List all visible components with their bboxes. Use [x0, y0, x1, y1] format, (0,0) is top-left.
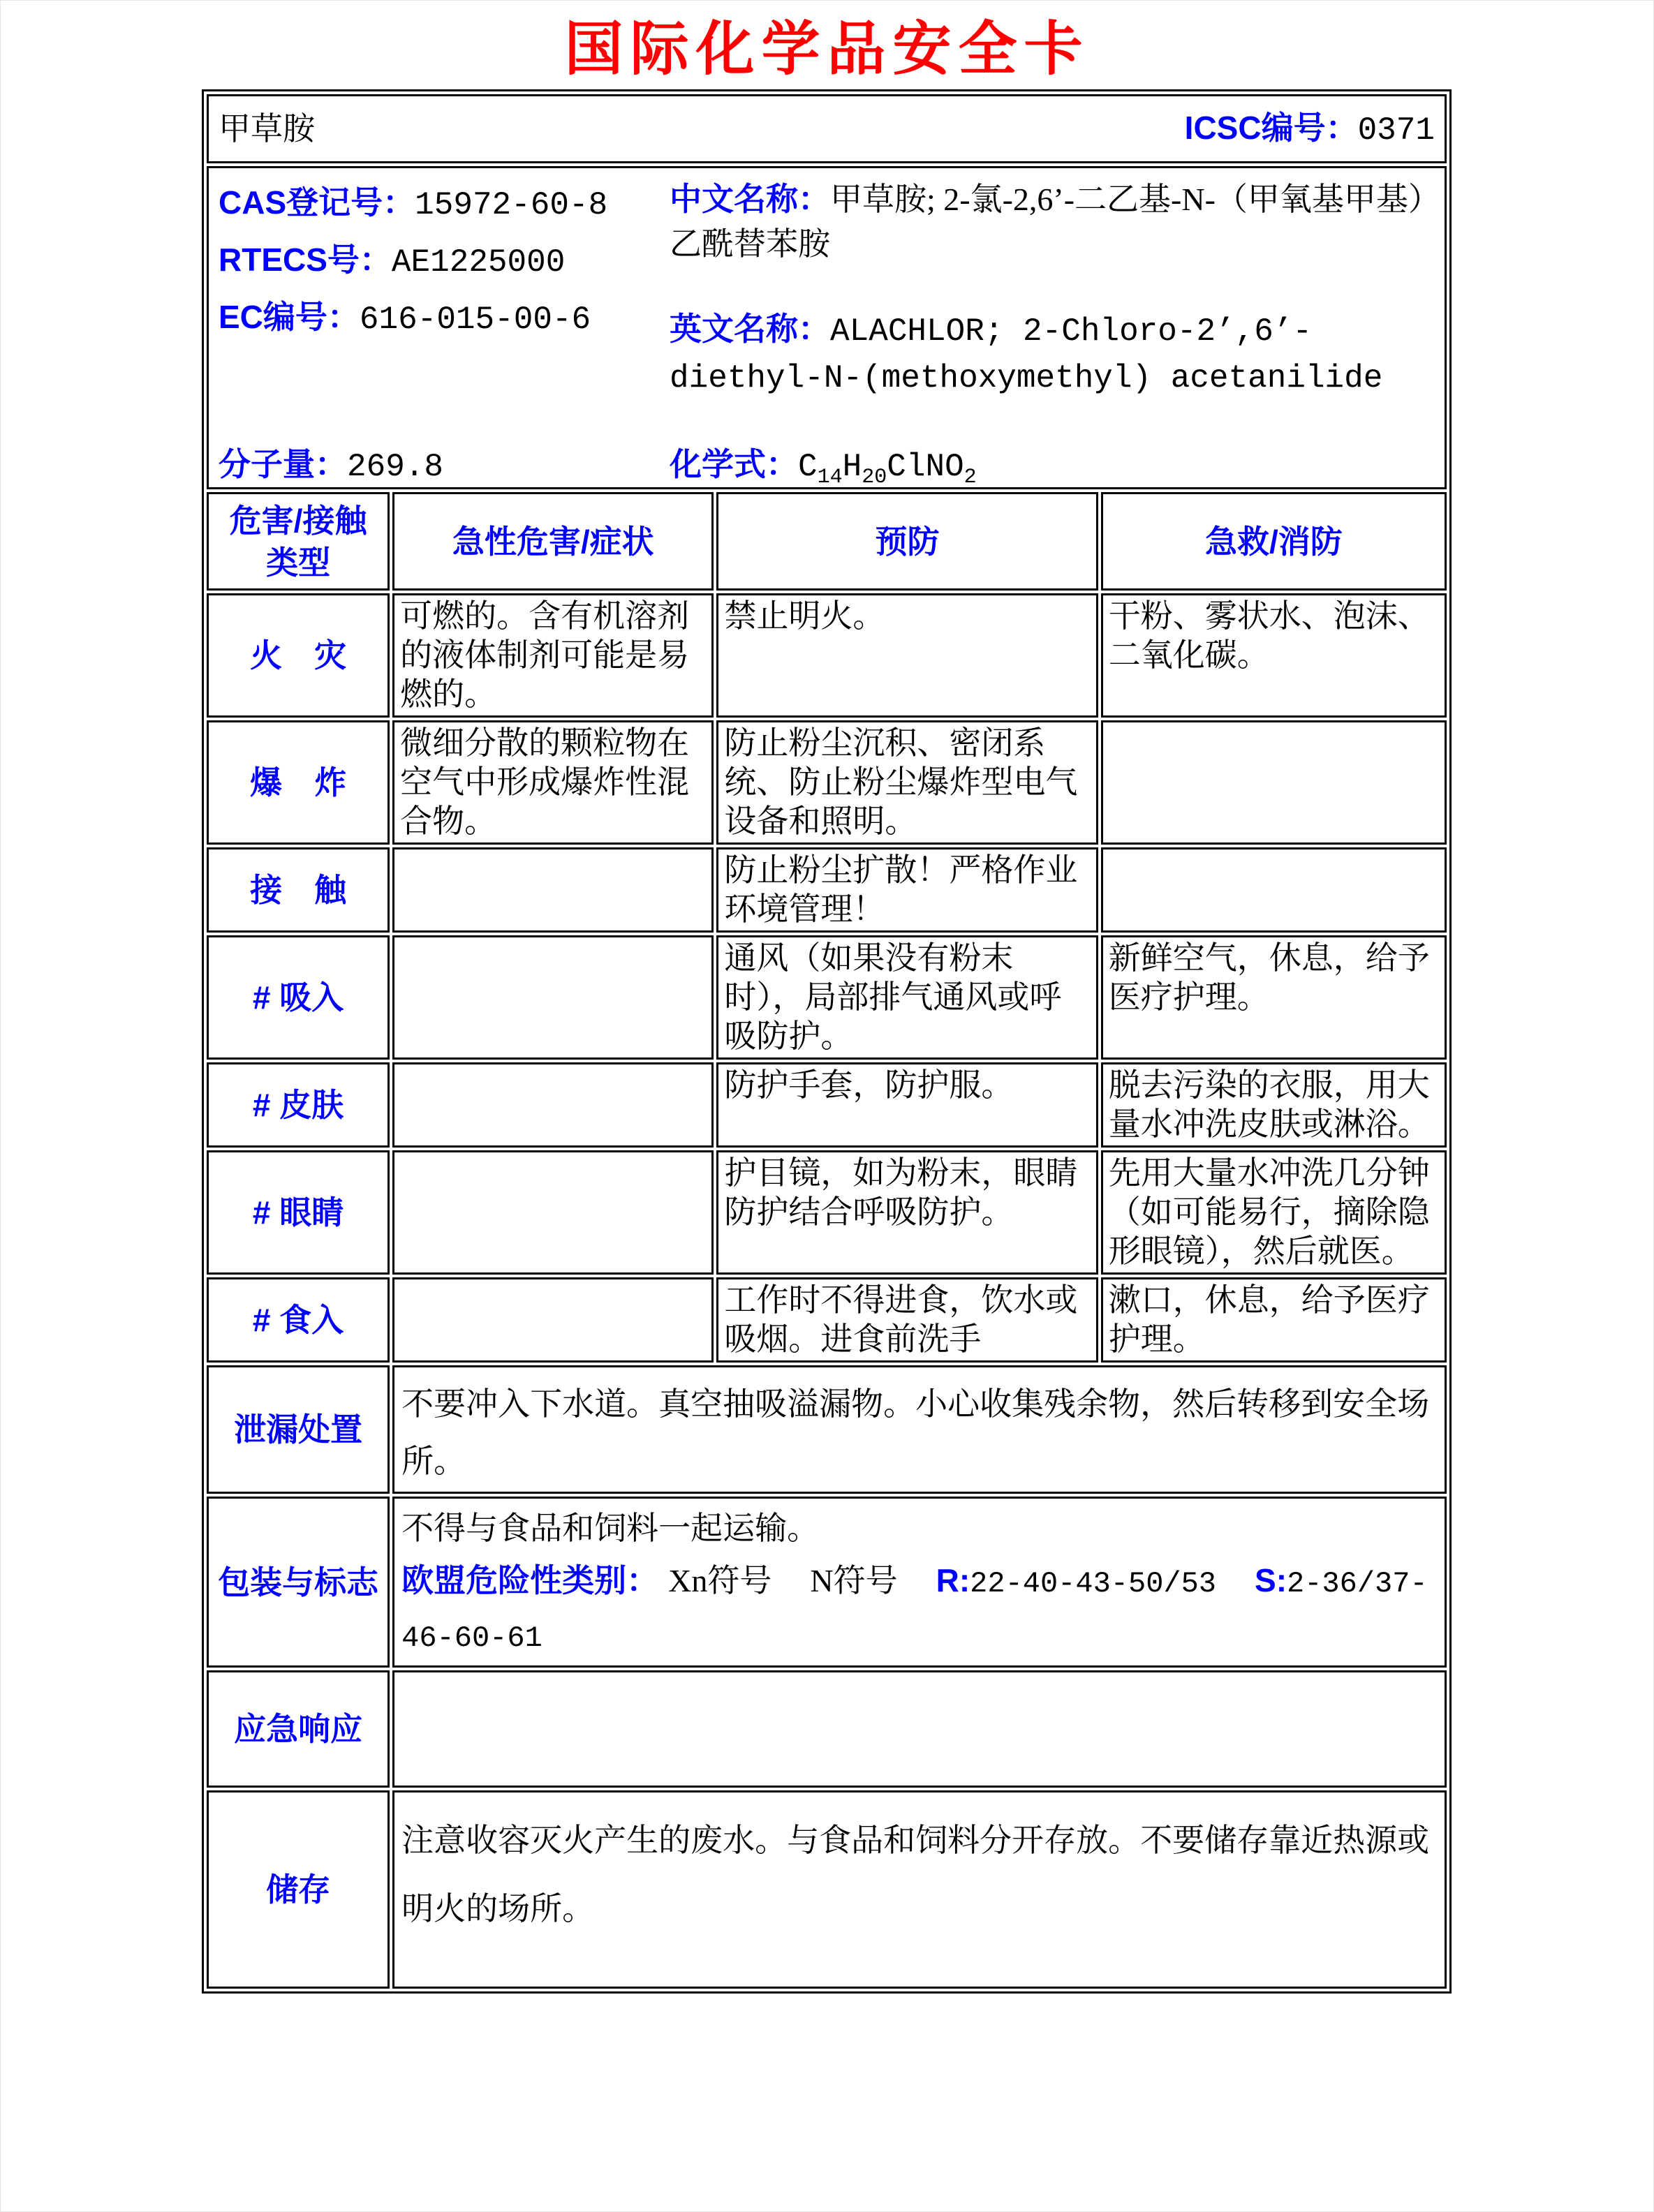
hazard-row [207, 847, 1447, 933]
hazard-row [207, 1062, 1447, 1148]
spill-label: 泄漏处置 [207, 1365, 390, 1494]
symptoms-cell [392, 935, 714, 1060]
hazard-type-cell: 爆 炸 [207, 720, 390, 845]
r-phrases-label: R: [936, 1562, 970, 1598]
firstaid-cell [1101, 847, 1447, 933]
storage-content: 注意收容灭火产生的废水。与食品和饲料分开存放。不要储存靠近热源或明火的场所。 [392, 1790, 1447, 1989]
registry-id-value: 616-015-00-6 [359, 302, 591, 338]
packaging-eu-classification [401, 1554, 1435, 1664]
substance-header-row [207, 94, 1447, 163]
symptoms-cell: 可燃的。含有机溶剂的液体制剂可能是易燃的。 [392, 593, 714, 718]
symptoms-cell [392, 1277, 714, 1363]
packaging-label: 包装与标志 [207, 1497, 390, 1668]
emergency-label: 应急响应 [207, 1670, 390, 1788]
formula-segment: ClNO [887, 449, 964, 485]
icsc-number-label: ICSC编号： [1184, 109, 1358, 146]
registry-id-label: RTECS号： [219, 242, 392, 278]
emergency-content [392, 1670, 1447, 1788]
column-header-row [207, 492, 1447, 591]
english-name-value: ALACHLOR; 2-Chloro-2’,6’-diethyl-N-(methoxymethyl) acetanilide [670, 313, 1383, 396]
prevention-cell: 防止粉尘扩散！严格作业环境管理！ [716, 847, 1098, 933]
chinese-name-label: 中文名称： [670, 181, 830, 217]
substance-header-cell [207, 94, 1447, 163]
packaging-transport-note: 不得与食品和饲料一起运输。 [401, 1510, 820, 1546]
r-phrases-value: 22-40-43-50/53 [970, 1567, 1217, 1601]
prevention-cell: 通风（如果没有粉末时），局部排气通风或呼吸防护。 [716, 935, 1098, 1060]
column-header-1: 急性危害/症状 [392, 492, 714, 591]
chemical-formula-value [798, 449, 977, 489]
firstaid-cell: 新鲜空气，休息，给予医疗护理。 [1101, 935, 1447, 1060]
hazard-row [207, 720, 1447, 845]
firstaid-cell: 先用大量水冲洗几分钟（如可能易行，摘除隐形眼镜），然后就医。 [1101, 1150, 1447, 1275]
symptoms-cell [392, 847, 714, 933]
prevention-cell: 防护手套，防护服。 [716, 1062, 1098, 1148]
chinese-name [670, 177, 1434, 267]
prevention-cell: 工作时不得进食，饮水或吸烟。进食前洗手 [716, 1277, 1098, 1363]
identifiers-row [207, 166, 1447, 489]
s-phrases-value: 2-36/37-46-60-61 [401, 1567, 1428, 1655]
molecular-line [219, 442, 1440, 489]
emergency-row [207, 1670, 1447, 1788]
firstaid-cell: 干粉、雾状水、泡沫、二氧化碳。 [1101, 593, 1447, 718]
eu-hazard-class-label: 欧盟危险性类别： [401, 1562, 659, 1598]
s-phrases-label: S: [1255, 1562, 1287, 1598]
registry-id-value: AE1225000 [391, 244, 566, 281]
english-name [670, 306, 1434, 401]
identifiers-cell [207, 166, 1447, 489]
firstaid-cell: 漱口，休息，给予医疗护理。 [1101, 1277, 1447, 1363]
hazard-row [207, 593, 1447, 718]
packaging-row [207, 1497, 1447, 1668]
column-header-3: 急救/消防 [1101, 492, 1447, 591]
page-title: 国际化学品安全卡 [564, 14, 1090, 83]
molecular-weight-label: 分子量： [219, 446, 347, 482]
spill-content: 不要冲入下水道。真空抽吸溢漏物。小心收集残余物，然后转移到安全场所。 [392, 1365, 1447, 1494]
chemical-formula-label: 化学式： [670, 446, 798, 482]
registry-id-row [219, 175, 607, 232]
chinese-name-value: 甲草胺; 2-氯-2,6’-二乙基-N-（甲氧基甲基）乙酰替苯胺 [670, 181, 1424, 262]
hazard-type-cell: # 食入 [207, 1277, 390, 1363]
storage-label: 储存 [207, 1790, 390, 1989]
column-header-2: 预防 [716, 492, 1098, 591]
symptoms-cell: 微细分散的颗粒物在空气中形成爆炸性混合物。 [392, 720, 714, 845]
prevention-cell: 禁止明火。 [716, 593, 1098, 718]
hazard-row [207, 1277, 1447, 1363]
hazard-type-cell: 接 触 [207, 847, 390, 933]
hazard-row [207, 1150, 1447, 1275]
registry-id-value: 15972-60-8 [415, 187, 608, 223]
hazard-row [207, 935, 1447, 1060]
hazard-type-cell: # 眼睛 [207, 1150, 390, 1275]
hazard-type-cell: # 吸入 [207, 935, 390, 1060]
registry-id-row [219, 232, 607, 290]
english-name-label: 英文名称： [670, 311, 830, 347]
icsc-number [1185, 108, 1435, 150]
chemical-formula [670, 442, 977, 489]
registry-id-label: CAS登记号： [219, 184, 415, 221]
formula-segment: C [798, 449, 818, 485]
prevention-cell: 防止粉尘沉积、密闭系统、防止粉尘爆炸型电气设备和照明。 [716, 720, 1098, 845]
prevention-cell: 护目镜，如为粉末，眼睛防护结合呼吸防护。 [716, 1150, 1098, 1275]
hazard-type-cell: # 皮肤 [207, 1062, 390, 1148]
registry-ids [219, 175, 607, 347]
spill-row [207, 1365, 1447, 1494]
registry-id-label: EC编号： [219, 299, 360, 335]
molecular-weight-value: 269.8 [347, 449, 444, 485]
symptoms-cell [392, 1062, 714, 1148]
storage-row [207, 1790, 1447, 1989]
icsc-card-table [202, 89, 1452, 1994]
formula-segment: 20 [862, 466, 887, 489]
formula-segment: 14 [817, 466, 843, 489]
substance-name: 甲草胺 [219, 110, 315, 147]
formula-segment: H [842, 449, 862, 485]
firstaid-cell [1101, 720, 1447, 845]
firstaid-cell: 脱去污染的衣服，用大量水冲洗皮肤或淋浴。 [1101, 1062, 1447, 1148]
icsc-number-value: 0371 [1357, 112, 1435, 149]
xn-symbol: Xn符号 [668, 1563, 772, 1598]
registry-id-row [219, 290, 607, 347]
formula-segment: 2 [963, 466, 977, 489]
hazard-type-cell: 火 灾 [207, 593, 390, 718]
packaging-content [392, 1497, 1447, 1668]
symptoms-cell [392, 1150, 714, 1275]
n-symbol: N符号 [810, 1563, 898, 1598]
column-header-0: 危害/接触类型 [207, 492, 390, 591]
